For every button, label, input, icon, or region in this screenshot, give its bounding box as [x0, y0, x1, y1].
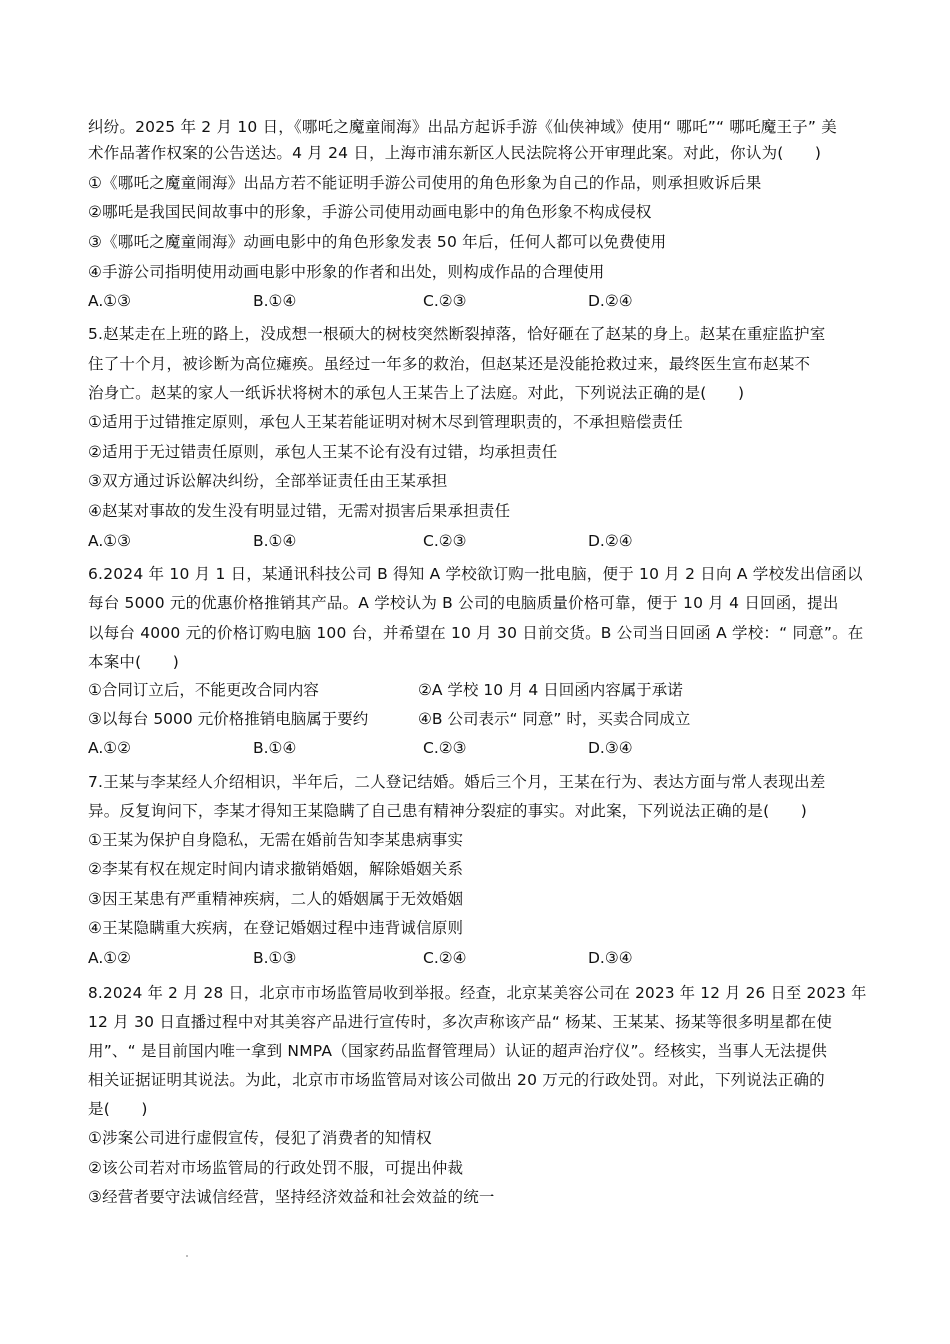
q7-option-a[interactable]: A.①② [88, 949, 132, 967]
q7-statement: ③因王某患有严重精神疾病，二人的婚姻属于无效婚姻 [88, 890, 464, 908]
q8-stem-line: 用”、“ 是目前国内唯一拿到 NMPA（国家药品监督管理局）认证的超声治疗仪”。经核实，当事人无法提供 [88, 1042, 828, 1060]
q7-stem-line: 异。反复询问下，李某才得知王某隐瞒了自己患有精神分裂症的事实。对此案，下列说法正确的是( ) [88, 802, 807, 820]
q8-stem-line: 12 月 30 日直播过程中对其美容产品进行宣传时，多次声称该产品“ 杨某、王某某、扬某等很多明星都在使 [88, 1013, 833, 1031]
q5-option-a[interactable]: A.①③ [88, 532, 132, 550]
q7-option-c[interactable]: C.②④ [423, 949, 467, 967]
q4-options [88, 291, 868, 311]
q7-statement: ②李某有权在规定时间内请求撤销婚姻，解除婚姻关系 [88, 860, 464, 878]
q6-stem-line: 以每台 4000 元的价格订购电脑 100 台，并希望在 10 月 30 日前交货。B 公司当日回函 A 学校：“ 同意”。在 [88, 624, 864, 642]
q4-option-d[interactable]: D.②④ [588, 292, 633, 310]
q5-option-d[interactable]: D.②④ [588, 532, 633, 550]
q8-statement: ③经营者要守法诚信经营，坚持经济效益和社会效益的统一 [88, 1188, 495, 1206]
q5-statement: ②适用于无过错责任原则，承包人王某不论有没有过错，均承担责任 [88, 443, 558, 461]
q8-stem-line: 8.2024 年 2 月 28 日，北京市市场监管局收到举报。经查，北京某美容公司在 2023 年 12 月 26 日至 2023 年 [88, 984, 867, 1002]
q8-statement: ②该公司若对市场监管局的行政处罚不服，可提出仲裁 [88, 1159, 464, 1177]
q6-options [88, 738, 868, 758]
q6-statement-row [88, 709, 868, 729]
q5-stem-line: 治身亡。赵某的家人一纸诉状将树木的承包人王某告上了法庭。对此，下列说法正确的是( ) [88, 384, 745, 402]
q5-stem-line: 住了十个月，被诊断为高位瘫痪。虽经过一年多的救治，但赵某还是没能抢救过来，最终医生宣布赵某不 [88, 355, 811, 373]
q6-stem-line: 6.2024 年 10 月 1 日，某通讯科技公司 B 得知 A 学校欲订购一批电脑，便于 10 月 2 日向 A 学校发出信函以 [88, 565, 863, 583]
scan-speck [186, 1255, 188, 1257]
q7-option-b[interactable]: B.①③ [253, 949, 297, 967]
q4-statement: ①《哪吒之魔童闹海》出品方若不能证明手游公司使用的角色形象为自己的作品，则承担败诉后果 [88, 174, 762, 192]
q6-option-c[interactable]: C.②③ [423, 739, 467, 757]
q5-statement: ③双方通过诉讼解决纠纷，全部举证责任由王某承担 [88, 472, 448, 490]
q8-statement: ①涉案公司进行虚假宣传，侵犯了消费者的知情权 [88, 1129, 432, 1147]
q7-option-d[interactable]: D.③④ [588, 949, 633, 967]
q6-stem-line: 本案中( ) [88, 653, 179, 671]
q4-stem-line: 纠纷。2025 年 2 月 10 日，《哪吒之魔童闹海》出品方起诉手游《仙侠神域》使用“ 哪吒”“ 哪吒魔王子” 美 [88, 118, 837, 136]
q6-statement: ①合同订立后，不能更改合同内容 [88, 681, 319, 699]
q6-option-a[interactable]: A.①② [88, 739, 132, 757]
q4-option-b[interactable]: B.①④ [253, 292, 297, 310]
q7-statement: ①王某为保护自身隐私，无需在婚前告知李某患病事实 [88, 831, 464, 849]
q4-statement: ④手游公司指明使用动画电影中形象的作者和出处，则构成作品的合理使用 [88, 263, 605, 281]
q7-options [88, 948, 868, 968]
q4-statement: ②哪吒是我国民间故事中的形象，手游公司使用动画电影中的角色形象不构成侵权 [88, 203, 652, 221]
q4-option-a[interactable]: A.①③ [88, 292, 132, 310]
q7-statement: ④王某隐瞒重大疾病，在登记婚姻过程中违背诚信原则 [88, 919, 464, 937]
q4-stem-line: 术作品著作权案的公告送达。4 月 24 日，上海市浦东新区人民法院将公开审理此案。对此，你认为( ) [88, 144, 822, 162]
q8-stem-line: 相关证据证明其说法。为此，北京市市场监管局对该公司做出 20 万元的行政处罚。对此，下列说法正确的 [88, 1071, 825, 1089]
q6-option-d[interactable]: D.③④ [588, 739, 633, 757]
q4-statement: ③《哪吒之魔童闹海》动画电影中的角色形象发表 50 年后，任何人都可以免费使用 [88, 233, 667, 251]
q5-options [88, 531, 868, 551]
q6-statement: ③以每台 5000 元价格推销电脑属于要约 [88, 710, 369, 728]
q8-stem-line: 是( ) [88, 1100, 148, 1118]
q6-statement-row [88, 680, 868, 700]
q7-stem-line: 7.王某与李某经人介绍相识，半年后，二人登记结婚。婚后三个月，王某在行为、表达方面与常人表现出差 [88, 773, 826, 791]
q5-option-c[interactable]: C.②③ [423, 532, 467, 550]
q5-statement: ④赵某对事故的发生没有明显过错，无需对损害后果承担责任 [88, 502, 511, 520]
q5-option-b[interactable]: B.①④ [253, 532, 297, 550]
q5-statement: ①适用于过错推定原则，承包人王某若能证明对树木尽到管理职责的，不承担赔偿责任 [88, 413, 683, 431]
q6-statement: ②A 学校 10 月 4 日回函内容属于承诺 [418, 681, 683, 699]
q5-stem-line: 5.赵某走在上班的路上，没成想一根硕大的树枝突然断裂掉落，恰好砸在了赵某的身上。赵某在重症监护室 [88, 325, 826, 343]
q6-stem-line: 每台 5000 元的优惠价格推销其产品。A 学校认为 B 公司的电脑质量价格可靠，便于 10 月 4 日回函，提出 [88, 594, 839, 612]
q6-option-b[interactable]: B.①④ [253, 739, 297, 757]
q4-option-c[interactable]: C.②③ [423, 292, 467, 310]
q6-statement: ④B 公司表示“ 同意” 时，买卖合同成立 [418, 710, 691, 728]
